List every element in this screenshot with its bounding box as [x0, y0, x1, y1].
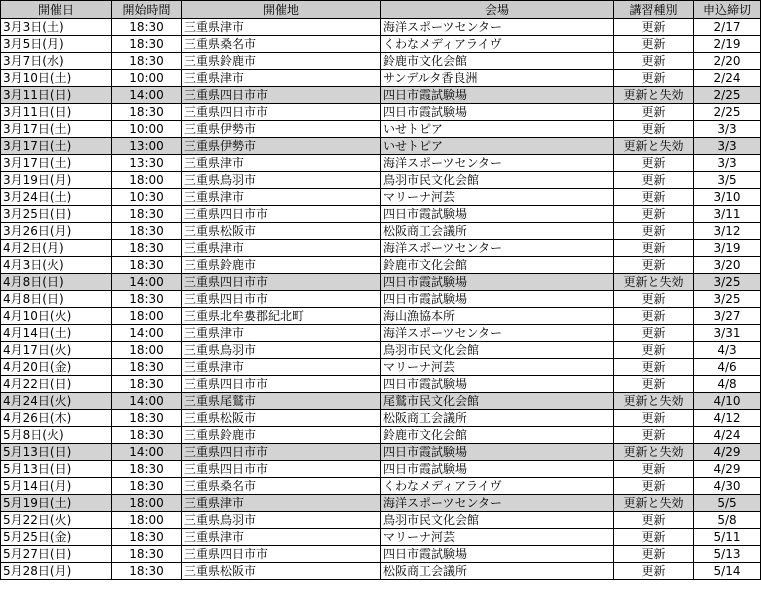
time-cell: 18:30 — [112, 461, 182, 478]
type-cell: 更新と失効 — [614, 138, 694, 155]
type-cell: 更新 — [614, 529, 694, 546]
table-row — [1, 172, 761, 189]
date-cell: 3月26日(月) — [1, 223, 112, 240]
type-cell: 更新 — [614, 512, 694, 529]
date-cell: 4月10日(火) — [1, 308, 112, 325]
place-cell: 三重県四日市市 — [182, 206, 381, 223]
table-row — [1, 104, 761, 121]
place-cell: 三重県津市 — [182, 359, 381, 376]
date-cell: 4月2日(月) — [1, 240, 112, 257]
date-cell: 5月22日(火) — [1, 512, 112, 529]
time-cell: 10:30 — [112, 189, 182, 206]
table-row — [1, 325, 761, 342]
date-cell: 4月14日(土) — [1, 325, 112, 342]
time-cell: 18:30 — [112, 563, 182, 580]
deadline-cell: 3/27 — [694, 308, 761, 325]
place-cell: 三重県津市 — [182, 70, 381, 87]
table-row — [1, 563, 761, 580]
deadline-cell: 4/29 — [694, 444, 761, 461]
date-cell: 3月17日(土) — [1, 155, 112, 172]
place-cell: 三重県松阪市 — [182, 563, 381, 580]
date-cell: 3月11日(日) — [1, 87, 112, 104]
time-cell: 18:00 — [112, 172, 182, 189]
type-cell: 更新と失効 — [614, 495, 694, 512]
date-cell: 5月8日(火) — [1, 427, 112, 444]
venue-cell: 鳥羽市民文化会館 — [381, 512, 614, 529]
venue-cell: 四日市霞試験場 — [381, 104, 614, 121]
type-cell: 更新と失効 — [614, 393, 694, 410]
type-cell: 更新 — [614, 223, 694, 240]
deadline-cell: 2/19 — [694, 36, 761, 53]
time-cell: 18:30 — [112, 19, 182, 36]
place-cell: 三重県津市 — [182, 19, 381, 36]
deadline-cell: 3/3 — [694, 155, 761, 172]
table-row — [1, 359, 761, 376]
venue-cell: 海洋スポーツセンター — [381, 495, 614, 512]
table-row — [1, 155, 761, 172]
date-cell: 3月5日(月) — [1, 36, 112, 53]
deadline-cell: 4/8 — [694, 376, 761, 393]
deadline-cell: 5/11 — [694, 529, 761, 546]
venue-cell: 四日市霞試験場 — [381, 376, 614, 393]
date-cell: 3月17日(土) — [1, 121, 112, 138]
place-cell: 三重県四日市市 — [182, 291, 381, 308]
place-cell: 三重県鳥羽市 — [182, 342, 381, 359]
place-cell: 三重県尾鷲市 — [182, 393, 381, 410]
place-cell: 三重県北牟婁郡紀北町 — [182, 308, 381, 325]
table-row — [1, 70, 761, 87]
deadline-cell: 4/3 — [694, 342, 761, 359]
time-cell: 18:30 — [112, 478, 182, 495]
venue-cell: 鳥羽市民文化会館 — [381, 172, 614, 189]
type-cell: 更新 — [614, 121, 694, 138]
table-row — [1, 444, 761, 461]
deadline-cell: 4/30 — [694, 478, 761, 495]
type-cell: 更新 — [614, 410, 694, 427]
deadline-cell: 4/10 — [694, 393, 761, 410]
venue-cell: マリーナ河芸 — [381, 529, 614, 546]
time-cell: 18:30 — [112, 257, 182, 274]
date-cell: 3月17日(土) — [1, 138, 112, 155]
time-cell: 18:30 — [112, 223, 182, 240]
deadline-cell: 4/12 — [694, 410, 761, 427]
table-row — [1, 274, 761, 291]
table-row — [1, 529, 761, 546]
date-cell: 4月20日(金) — [1, 359, 112, 376]
place-cell: 三重県松阪市 — [182, 223, 381, 240]
deadline-cell: 3/5 — [694, 172, 761, 189]
deadline-cell: 5/5 — [694, 495, 761, 512]
place-cell: 三重県四日市市 — [182, 546, 381, 563]
place-cell: 三重県四日市市 — [182, 104, 381, 121]
table-row — [1, 189, 761, 206]
time-cell: 14:00 — [112, 87, 182, 104]
type-cell: 更新 — [614, 427, 694, 444]
place-cell: 三重県鈴鹿市 — [182, 257, 381, 274]
deadline-cell: 2/17 — [694, 19, 761, 36]
deadline-cell: 5/13 — [694, 546, 761, 563]
venue-cell: マリーナ河芸 — [381, 359, 614, 376]
table-row — [1, 427, 761, 444]
venue-cell: 鈴鹿市文化会館 — [381, 53, 614, 70]
deadline-cell: 3/20 — [694, 257, 761, 274]
venue-cell: いせトピア — [381, 121, 614, 138]
header-deadline: 申込締切 — [694, 1, 761, 19]
venue-cell: 海洋スポーツセンター — [381, 325, 614, 342]
venue-cell: くわなメディアライヴ — [381, 36, 614, 53]
place-cell: 三重県津市 — [182, 325, 381, 342]
venue-cell: 四日市霞試験場 — [381, 87, 614, 104]
deadline-cell: 3/31 — [694, 325, 761, 342]
deadline-cell: 3/10 — [694, 189, 761, 206]
header-venue: 会場 — [381, 1, 614, 19]
type-cell: 更新 — [614, 172, 694, 189]
venue-cell: 四日市霞試験場 — [381, 206, 614, 223]
deadline-cell: 3/11 — [694, 206, 761, 223]
schedule-body — [1, 19, 761, 580]
date-cell: 5月27日(日) — [1, 546, 112, 563]
venue-cell: 四日市霞試験場 — [381, 546, 614, 563]
header-type: 講習種別 — [614, 1, 694, 19]
type-cell: 更新 — [614, 104, 694, 121]
place-cell: 三重県四日市市 — [182, 461, 381, 478]
table-row — [1, 478, 761, 495]
time-cell: 18:30 — [112, 206, 182, 223]
table-row — [1, 206, 761, 223]
place-cell: 三重県四日市市 — [182, 274, 381, 291]
place-cell: 三重県津市 — [182, 155, 381, 172]
type-cell: 更新 — [614, 19, 694, 36]
place-cell: 三重県桑名市 — [182, 478, 381, 495]
place-cell: 三重県鳥羽市 — [182, 512, 381, 529]
table-row — [1, 512, 761, 529]
venue-cell: 松阪商工会議所 — [381, 223, 614, 240]
time-cell: 18:30 — [112, 427, 182, 444]
date-cell: 3月10日(土) — [1, 70, 112, 87]
time-cell: 18:30 — [112, 359, 182, 376]
table-row — [1, 410, 761, 427]
place-cell: 三重県津市 — [182, 240, 381, 257]
time-cell: 18:00 — [112, 495, 182, 512]
header-date: 開催日 — [1, 1, 112, 19]
time-cell: 18:30 — [112, 36, 182, 53]
venue-cell: マリーナ河芸 — [381, 189, 614, 206]
time-cell: 14:00 — [112, 393, 182, 410]
place-cell: 三重県伊勢市 — [182, 121, 381, 138]
place-cell: 三重県鈴鹿市 — [182, 427, 381, 444]
date-cell: 5月13日(日) — [1, 444, 112, 461]
type-cell: 更新 — [614, 189, 694, 206]
venue-cell: 四日市霞試験場 — [381, 461, 614, 478]
type-cell: 更新 — [614, 342, 694, 359]
table-row — [1, 342, 761, 359]
date-cell: 3月24日(土) — [1, 189, 112, 206]
place-cell: 三重県津市 — [182, 189, 381, 206]
type-cell: 更新と失効 — [614, 87, 694, 104]
header-time: 開始時間 — [112, 1, 182, 19]
table-row — [1, 291, 761, 308]
table-row — [1, 121, 761, 138]
venue-cell: 四日市霞試験場 — [381, 444, 614, 461]
date-cell: 3月3日(土) — [1, 19, 112, 36]
date-cell: 4月8日(日) — [1, 291, 112, 308]
deadline-cell: 3/25 — [694, 274, 761, 291]
type-cell: 更新 — [614, 325, 694, 342]
type-cell: 更新 — [614, 155, 694, 172]
place-cell: 三重県津市 — [182, 495, 381, 512]
time-cell: 18:30 — [112, 291, 182, 308]
type-cell: 更新 — [614, 461, 694, 478]
date-cell: 4月8日(日) — [1, 274, 112, 291]
time-cell: 13:00 — [112, 138, 182, 155]
type-cell: 更新 — [614, 70, 694, 87]
place-cell: 三重県伊勢市 — [182, 138, 381, 155]
venue-cell: 鈴鹿市文化会館 — [381, 427, 614, 444]
header-place: 開催地 — [182, 1, 381, 19]
table-row — [1, 138, 761, 155]
date-cell: 4月26日(木) — [1, 410, 112, 427]
date-cell: 4月22日(日) — [1, 376, 112, 393]
type-cell: 更新 — [614, 478, 694, 495]
date-cell: 3月11日(日) — [1, 104, 112, 121]
venue-cell: いせトピア — [381, 138, 614, 155]
type-cell: 更新 — [614, 376, 694, 393]
deadline-cell: 4/29 — [694, 461, 761, 478]
time-cell: 18:00 — [112, 342, 182, 359]
venue-cell: 鳥羽市民文化会館 — [381, 342, 614, 359]
venue-cell: 松阪商工会議所 — [381, 410, 614, 427]
table-row — [1, 87, 761, 104]
place-cell: 三重県津市 — [182, 529, 381, 546]
date-cell: 5月25日(金) — [1, 529, 112, 546]
table-row — [1, 19, 761, 36]
type-cell: 更新 — [614, 563, 694, 580]
deadline-cell: 3/3 — [694, 121, 761, 138]
deadline-cell: 4/6 — [694, 359, 761, 376]
time-cell: 14:00 — [112, 274, 182, 291]
deadline-cell: 3/25 — [694, 291, 761, 308]
place-cell: 三重県松阪市 — [182, 410, 381, 427]
time-cell: 13:30 — [112, 155, 182, 172]
table-row — [1, 308, 761, 325]
deadline-cell: 5/14 — [694, 563, 761, 580]
table-row — [1, 240, 761, 257]
deadline-cell: 2/20 — [694, 53, 761, 70]
venue-cell: 松阪商工会議所 — [381, 563, 614, 580]
type-cell: 更新 — [614, 257, 694, 274]
place-cell: 三重県鳥羽市 — [182, 172, 381, 189]
type-cell: 更新と失効 — [614, 274, 694, 291]
date-cell: 5月13日(日) — [1, 461, 112, 478]
venue-cell: 四日市霞試験場 — [381, 274, 614, 291]
deadline-cell: 2/24 — [694, 70, 761, 87]
deadline-cell: 2/25 — [694, 87, 761, 104]
date-cell: 3月19日(月) — [1, 172, 112, 189]
place-cell: 三重県四日市市 — [182, 87, 381, 104]
table-row — [1, 461, 761, 478]
time-cell: 14:00 — [112, 444, 182, 461]
time-cell: 18:30 — [112, 104, 182, 121]
deadline-cell: 4/24 — [694, 427, 761, 444]
type-cell: 更新 — [614, 36, 694, 53]
time-cell: 18:00 — [112, 308, 182, 325]
type-cell: 更新 — [614, 359, 694, 376]
date-cell: 5月28日(月) — [1, 563, 112, 580]
time-cell: 18:30 — [112, 529, 182, 546]
date-cell: 4月24日(火) — [1, 393, 112, 410]
time-cell: 18:30 — [112, 376, 182, 393]
time-cell: 10:00 — [112, 70, 182, 87]
deadline-cell: 3/12 — [694, 223, 761, 240]
deadline-cell: 5/8 — [694, 512, 761, 529]
place-cell: 三重県鈴鹿市 — [182, 53, 381, 70]
venue-cell: 四日市霞試験場 — [381, 291, 614, 308]
table-row — [1, 223, 761, 240]
time-cell: 18:30 — [112, 240, 182, 257]
venue-cell: 海山漁協本所 — [381, 308, 614, 325]
time-cell: 14:00 — [112, 325, 182, 342]
venue-cell: 海洋スポーツセンター — [381, 155, 614, 172]
type-cell: 更新 — [614, 206, 694, 223]
type-cell: 更新 — [614, 291, 694, 308]
venue-cell: 鈴鹿市文化会館 — [381, 257, 614, 274]
place-cell: 三重県桑名市 — [182, 36, 381, 53]
venue-cell: サンデルタ香良洲 — [381, 70, 614, 87]
deadline-cell: 2/25 — [694, 104, 761, 121]
deadline-cell: 3/3 — [694, 138, 761, 155]
deadline-cell: 3/19 — [694, 240, 761, 257]
date-cell: 4月3日(火) — [1, 257, 112, 274]
table-row — [1, 53, 761, 70]
table-row — [1, 376, 761, 393]
table-row — [1, 495, 761, 512]
time-cell: 18:30 — [112, 410, 182, 427]
date-cell: 4月17日(火) — [1, 342, 112, 359]
place-cell: 三重県四日市市 — [182, 444, 381, 461]
time-cell: 10:00 — [112, 121, 182, 138]
venue-cell: くわなメディアライヴ — [381, 478, 614, 495]
header-row — [1, 1, 761, 19]
table-row — [1, 257, 761, 274]
date-cell: 5月19日(土) — [1, 495, 112, 512]
type-cell: 更新と失効 — [614, 444, 694, 461]
type-cell: 更新 — [614, 240, 694, 257]
date-cell: 3月25日(日) — [1, 206, 112, 223]
table-row — [1, 36, 761, 53]
venue-cell: 海洋スポーツセンター — [381, 19, 614, 36]
time-cell: 18:00 — [112, 512, 182, 529]
date-cell: 5月14日(月) — [1, 478, 112, 495]
table-row — [1, 546, 761, 563]
venue-cell: 海洋スポーツセンター — [381, 240, 614, 257]
type-cell: 更新 — [614, 546, 694, 563]
type-cell: 更新 — [614, 53, 694, 70]
time-cell: 18:30 — [112, 53, 182, 70]
place-cell: 三重県四日市市 — [182, 376, 381, 393]
table-row — [1, 393, 761, 410]
venue-cell: 尾鷲市民文化会館 — [381, 393, 614, 410]
date-cell: 3月7日(水) — [1, 53, 112, 70]
type-cell: 更新 — [614, 308, 694, 325]
time-cell: 18:30 — [112, 546, 182, 563]
